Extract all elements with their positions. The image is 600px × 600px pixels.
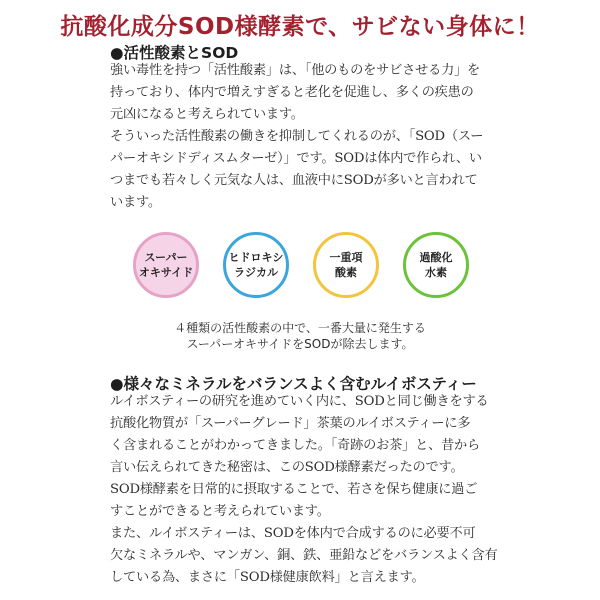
circles-caption (0, 320, 600, 352)
caption-line: スーパーオキサイドをSODが除去します。 (186, 337, 414, 351)
paragraph-line: 持っており、体内で増えすぎると老化を促進し、多くの疾患の (110, 85, 474, 100)
paragraph-line: います。 (110, 195, 161, 210)
paragraph-line: している為、まさに「SOD様健康飲料」と言えます。 (110, 570, 425, 585)
paragraph-line: 言い伝えられてきた秘密は、このSOD様酵素だったのです。 (110, 460, 464, 475)
circle-superoxide (133, 232, 199, 298)
section-heading-active-oxygen: ●活性酸素とSOD (110, 44, 239, 62)
active-oxygen-types (133, 232, 473, 302)
paragraph-line: パーオキシドディスムターゼ）」です。SODは体内で作られ、い (110, 151, 482, 166)
circle-hydrogen-peroxide (403, 232, 469, 298)
section-heading-rooibos: ●様々なミネラルをバランスよく含むルイボスティー (110, 375, 477, 393)
paragraph-line: すことができると考えられています。 (110, 504, 330, 519)
paragraph-line: つまでも若々しく元気な人は、血液中にSODが多いと言われて (110, 173, 478, 188)
section-body-rooibos (110, 391, 510, 589)
section-body-active-oxygen (110, 60, 510, 214)
paragraph-line: 元凶になると考えられています。 (110, 107, 304, 122)
paragraph-line: SOD様酵素を日常的に摂取することで、若さを保ち健康に過ご (110, 482, 478, 497)
paragraph-line: 抗酸化物質が「スーパーグレード」茶葉のルイボスティーに多 (110, 416, 471, 431)
circle-label: 水素 (425, 266, 447, 279)
paragraph-line: そういった活性酸素の働きを抑制してくれるのが、「SOD（スー (110, 129, 484, 144)
circle-label: 過酸化 (419, 251, 453, 264)
paragraph-line: ルイボスティーの研究を進めていく内に、SODと同じ働きをする (110, 394, 489, 409)
page-title: 抗酸化成分SOD様酵素で、サビない身体に！ (60, 14, 540, 40)
circle-label: ヒドロキシ (228, 251, 284, 264)
paragraph-line: 欠なミネラルや、マンガン、銅、鉄、亜鉛などをバランスよく含有 (110, 548, 498, 563)
circle-label: 一重項 (329, 251, 363, 264)
paragraph-line: く含まれることがわかってきました。「奇跡のお茶」と、昔から (110, 438, 481, 453)
circle-label: スーパー (144, 251, 188, 264)
paragraph-line: 強い毒性を持つ「活性酸素」は、「他のものをサビさせる力」を (110, 63, 481, 78)
circle-label: ラジカル (234, 266, 278, 279)
circle-hydroxyl-radical (223, 232, 289, 298)
circle-label: オキサイド (138, 266, 194, 279)
caption-line: ４種類の活性酸素の中で、一番大量に発生する (174, 321, 426, 335)
paragraph-line: また、ルイボスティーは、SODを体内で合成するのに必要不可 (110, 526, 476, 541)
circle-label: 酸素 (335, 266, 357, 279)
circle-singlet-oxygen (313, 232, 379, 298)
